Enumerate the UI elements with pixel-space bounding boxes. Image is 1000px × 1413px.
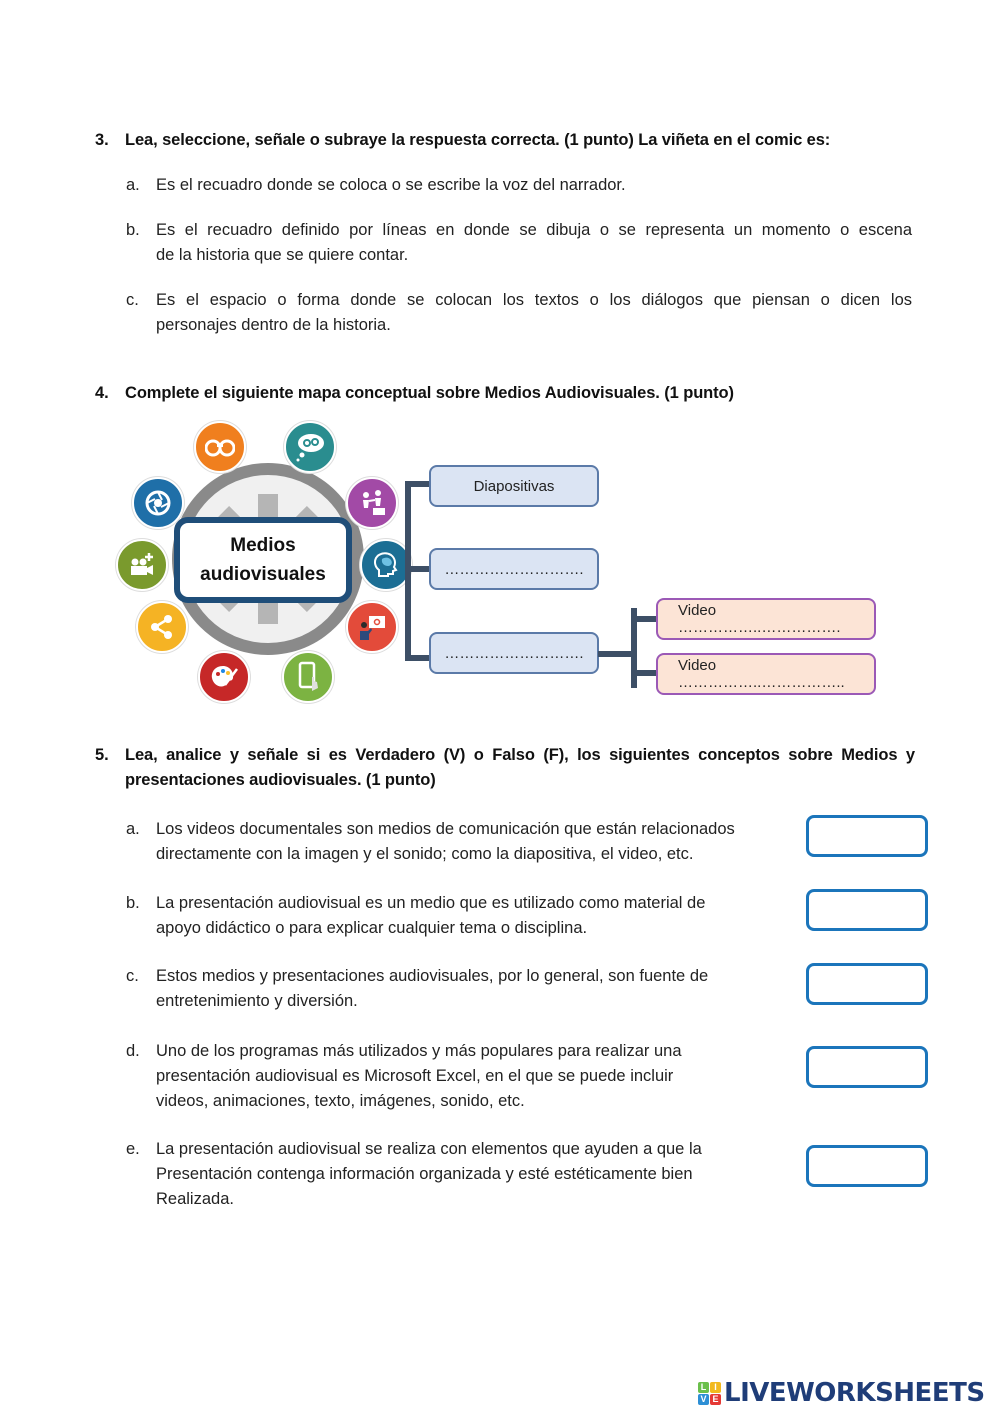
item-line: videos, animaciones, texto, imágenes, sonido, etc. — [156, 1092, 525, 1110]
binoculars-icon — [194, 421, 246, 473]
item-letter: d. — [126, 1042, 140, 1060]
node-answer-field[interactable]: Video ……………..……………. — [678, 602, 841, 636]
tf-answer-box-a[interactable] — [806, 815, 928, 857]
item-line: La presentación audiovisual es un medio que es utilizado como material de — [156, 894, 706, 912]
node-answer-field[interactable]: Video ……………..…………….. — [678, 657, 845, 691]
logo-tile: L — [698, 1382, 709, 1393]
item-line: directamente con la imagen y el sonido; como la diapositiva, el video, etc. — [156, 845, 694, 863]
question-number: 4. — [95, 384, 109, 402]
share-icon — [136, 601, 188, 653]
node-video-2[interactable] — [656, 653, 876, 695]
concept-map — [110, 415, 900, 715]
question-3-option-a[interactable] — [126, 173, 916, 198]
center-line1: Medios — [230, 535, 296, 556]
item-letter: c. — [126, 967, 139, 985]
question-5-title — [95, 743, 915, 793]
tf-item-c — [126, 964, 806, 1014]
question-3-title — [95, 128, 830, 153]
question-text-line1: Lea, analice y señale si es Verdadero (V) o Falso (F), los siguientes conceptos sobre Medios y — [125, 746, 915, 764]
question-text: Lea, seleccione, señale o subraye la respuesta correcta. (1 punto) La viñeta en el comic es: — [125, 131, 831, 149]
node-label: Diapositivas — [473, 477, 555, 495]
presenter-icon — [346, 601, 398, 653]
item-line: Uno de los programas más utilizados y más populares para realizar una — [156, 1042, 682, 1060]
item-letter: e. — [126, 1140, 140, 1158]
logo-tile: I — [710, 1382, 721, 1393]
tf-item-b — [126, 891, 806, 941]
item-line: La presentación audiovisual se realiza con elementos que ayuden a que la — [156, 1140, 702, 1158]
question-number: 5. — [95, 746, 109, 764]
item-line: Realizada. — [156, 1190, 234, 1208]
item-line: Estos medios y presentaciones audiovisuales, por lo general, son fuente de — [156, 967, 709, 985]
logo-tile: E — [710, 1394, 721, 1405]
option-letter: a. — [126, 176, 140, 194]
logo-tile: V — [698, 1394, 709, 1405]
item-line: presentación audiovisual es Microsoft Excel, en el que se puede incluir — [156, 1067, 674, 1085]
question-number: 3. — [95, 131, 109, 149]
option-text-line2[interactable]: de la historia que se quiere contar. — [156, 246, 409, 264]
sub-branch-2 — [631, 670, 657, 676]
bracket-branch-1 — [405, 481, 429, 487]
tf-answer-box-c[interactable] — [806, 963, 928, 1005]
logo-tiles-icon — [698, 1382, 721, 1405]
node-answer-field[interactable]: ………………………. — [444, 560, 584, 578]
sub-bracket-connector — [598, 651, 634, 657]
item-line: apoyo didáctico o para explicar cualquier tema o disciplina. — [156, 919, 588, 937]
option-text[interactable]: Es el recuadro donde se coloca o se escribe la voz del narrador. — [156, 176, 626, 194]
palette-icon — [198, 651, 250, 703]
question-4-title — [95, 381, 734, 406]
option-letter: b. — [126, 221, 140, 239]
liveworksheets-logo[interactable] — [698, 1380, 985, 1406]
concept-map-center — [174, 517, 352, 603]
question-text: Complete el siguiente mapa conceptual sobre Medios Audiovisuales. (1 punto) — [125, 384, 734, 402]
node-answer-field[interactable]: ………………………. — [444, 644, 584, 662]
option-text-line1[interactable]: Es el recuadro definido por líneas en donde se dibuja o se representa un momento o escena — [156, 221, 912, 239]
teamwork-icon — [346, 477, 398, 529]
item-line: entretenimiento y diversión. — [156, 992, 358, 1010]
item-letter: b. — [126, 894, 140, 912]
sub-branch-1 — [631, 616, 657, 622]
video-camera-plus-icon — [116, 539, 168, 591]
question-text-line2: presentaciones audiovisuales. (1 punto) — [125, 771, 436, 789]
item-line: Presentación contenga información organizada y esté estéticamente bien — [156, 1165, 693, 1183]
node-blank-3[interactable] — [429, 632, 599, 674]
node-blank-2[interactable] — [429, 548, 599, 590]
option-text-line2[interactable]: personajes dentro de la historia. — [156, 316, 391, 334]
center-line2: audiovisuales — [200, 564, 326, 585]
thought-gears-icon — [284, 421, 336, 473]
tf-answer-box-b[interactable] — [806, 889, 928, 931]
tf-item-a — [126, 817, 806, 867]
tablet-touch-icon — [282, 651, 334, 703]
item-line: Los videos documentales son medios de comunicación que están relacionados — [156, 820, 735, 838]
node-video-1[interactable] — [656, 598, 876, 640]
node-diapositivas — [429, 465, 599, 507]
question-3-option-b[interactable] — [126, 218, 912, 268]
logo-text: LIVEWORKSHEETS — [724, 1378, 985, 1408]
question-3-option-c[interactable] — [126, 288, 912, 338]
tf-answer-box-e[interactable] — [806, 1145, 928, 1187]
bracket-branch-3 — [405, 655, 429, 661]
bracket-branch-2 — [405, 566, 429, 572]
option-text-line1[interactable]: Es el espacio o forma donde se colocan los textos o los diálogos que piensan o dicen los — [156, 291, 912, 309]
option-letter: c. — [126, 291, 139, 309]
item-letter: a. — [126, 820, 140, 838]
tf-answer-box-d[interactable] — [806, 1046, 928, 1088]
tf-item-e — [126, 1137, 806, 1212]
tf-item-d — [126, 1039, 806, 1114]
